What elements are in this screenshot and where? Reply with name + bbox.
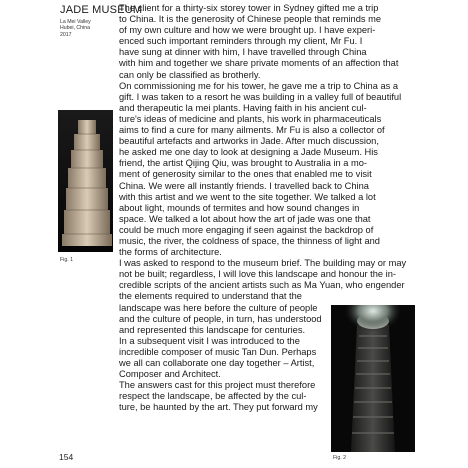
body-line: and represented this landscape for centuries.	[119, 324, 306, 335]
body-line: of my own culture and how we were brought up. I have experi-	[119, 25, 376, 36]
body-line: friend, the artist Qijing Qiu, was brought to Australia in a mo-	[119, 158, 368, 169]
figure-1-caption: Fig. 1	[60, 257, 73, 263]
body-line: respect the landscape, be affected by the cul-	[119, 391, 307, 402]
body-line: ture's ideas of medicine and plants, his work in pharmaceuticals	[119, 113, 382, 124]
body-line: have sung at dinner with him, I have travelled through China	[119, 47, 367, 58]
body-line: gift. I was taken to a resort he was building in a valley full of beautiful	[119, 91, 402, 102]
project-meta	[60, 19, 91, 38]
body-line: credible scripts of the ancient artists such as Ma Yuan, who engender	[119, 280, 405, 291]
body-line: about light, mounds of termites and how sound changes in	[119, 202, 360, 213]
body-line: ment of generosity similar to the ones that enabled me to visit	[119, 169, 372, 180]
body-line: China. We were all instantly friends. I travelled back to China	[119, 180, 369, 191]
body-line: could be much more engaging if seen against the backdrop of	[119, 224, 374, 235]
body-line: with him and together we share private moments of an affection that	[119, 58, 399, 69]
body-line: space. We talked a lot about how the art of jade was one that	[119, 213, 371, 224]
body-line: incredible composer of music Tan Dun. Perhaps	[119, 346, 317, 357]
body-line: he asked me one day to look at designing a Jade Museum. His	[119, 147, 378, 158]
page-number: 154	[59, 452, 74, 462]
body-line: On commissioning me for his tower, he gave me a trip to China as a	[119, 80, 399, 91]
page-title: JADE MUSEUM	[60, 4, 143, 16]
body-line: music, the river, the coldness of space, the thinness of light and	[119, 235, 380, 246]
body-line: the elements required to understand that the	[119, 291, 302, 302]
body-line: and therapeutic la mei plants. Having faith in his ancient cul-	[119, 102, 367, 113]
body-line: can only be classified as brotherly.	[119, 69, 261, 80]
figure-2-caption: Fig. 2	[333, 455, 346, 461]
body-line: we all can collaborate one day together – Artist,	[119, 358, 315, 368]
body-line: I was asked to respond to the museum brief. The building may or may	[119, 258, 407, 269]
meta-location: La Mei Valley	[60, 19, 91, 25]
body-line: the forms of architecture.	[119, 247, 222, 258]
meta-year: 2017	[60, 31, 72, 38]
body-line: enced such important reminders through my client, Mr Fu. I	[119, 36, 363, 47]
body-line: to China. It is the generosity of Chinese people that reminds me	[119, 14, 382, 25]
figure-1-image	[58, 110, 113, 252]
body-line: beautiful artefacts and artworks in Jade. After much discussion,	[119, 136, 379, 147]
body-line: The client for a thirty-six storey tower in Sydney gifted me a trip	[119, 3, 379, 13]
body-line: with this artist and we went to the site together. We talked a lot	[119, 191, 376, 202]
meta-region: Hubei, China	[60, 25, 90, 32]
body-line: and the culture of people, in turn, has understood	[119, 313, 322, 324]
body-line: landscape was here before the culture of people	[119, 302, 318, 313]
body-line: ture, be haunted by the art. They put forward my	[119, 402, 318, 413]
body-line: Composer and Architect.	[119, 369, 221, 380]
body-line: The answers cast for this project must therefore	[119, 380, 316, 391]
body-line: not be built; regardless, I will love this landscape and honour the in-	[119, 269, 397, 280]
figure-2-image	[331, 305, 415, 452]
body-line: aims to find a cure for many ailments. Mr Fu is also a collector of	[119, 125, 385, 136]
body-line: In a subsequent visit I was introduced to the	[119, 335, 300, 346]
